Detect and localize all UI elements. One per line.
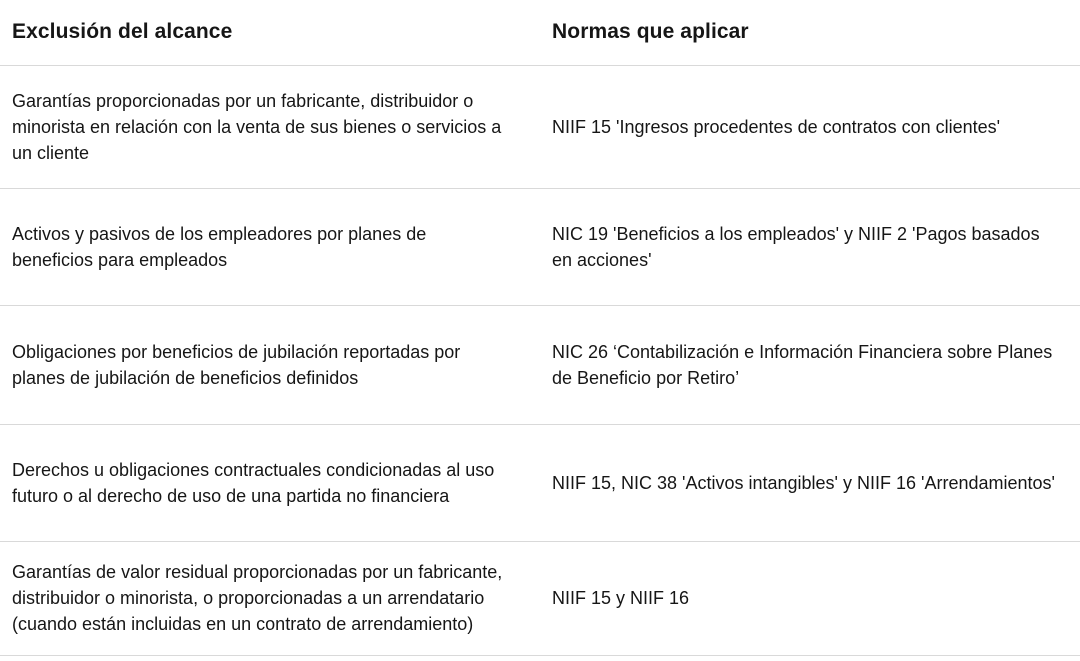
standards-cell: NIIF 15 y NIIF 16	[540, 541, 1080, 655]
table-row	[0, 305, 1080, 424]
table-row	[0, 188, 1080, 305]
exclusion-cell: Garantías de valor residual proporcionadas por un fabricante, distribuidor o minorista, o proporcionadas a un arrendatario (cuando están incluidas en un contrato de arrendamiento)	[0, 541, 540, 655]
standards-cell: NIIF 15, NIC 38 'Activos intangibles' y NIIF 16 'Arrendamientos'	[540, 424, 1080, 541]
exclusion-cell: Obligaciones por beneficios de jubilación reportadas por planes de jubilación de beneficios definidos	[0, 305, 540, 424]
table-row	[0, 424, 1080, 541]
table-row	[0, 541, 1080, 655]
standards-cell: NIC 19 'Beneficios a los empleados' y NIIF 2 'Pagos basados en acciones'	[540, 188, 1080, 305]
exclusion-cell: Garantías proporcionadas por un fabricante, distribuidor o minorista en relación con la venta de sus bienes o servicios a un cliente	[0, 65, 540, 188]
table-row	[0, 65, 1080, 188]
table-header-row	[0, 0, 1080, 65]
column-header-standards: Normas que aplicar	[540, 0, 1080, 65]
column-header-exclusion: Exclusión del alcance	[0, 0, 540, 65]
exclusion-cell: Derechos u obligaciones contractuales condicionadas al uso futuro o al derecho de uso de una partida no financiera	[0, 424, 540, 541]
standards-cell: NIIF 15 'Ingresos procedentes de contratos con clientes'	[540, 65, 1080, 188]
exclusion-cell: Activos y pasivos de los empleadores por planes de beneficios para empleados	[0, 188, 540, 305]
standards-cell: NIC 26 ‘Contabilización e Información Financiera sobre Planes de Beneficio por Retiro’	[540, 305, 1080, 424]
